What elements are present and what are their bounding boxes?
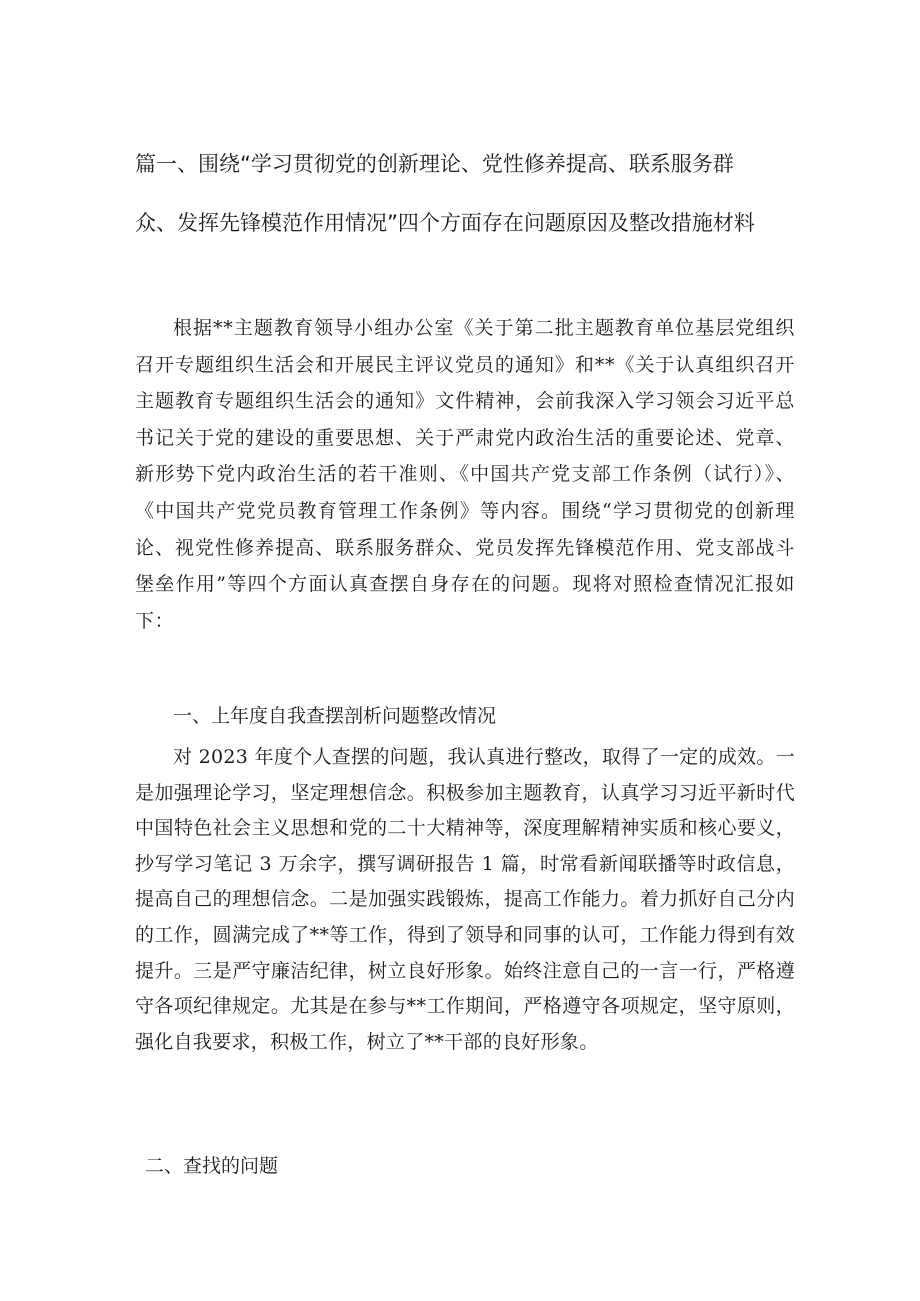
- intro-paragraph: 根据**主题教育领导小组办公室《关于第二批主题教育单位基层党组织召开专题组织生活会和开展民主评议党员的通知》和**《关于认真组织召开主题教育专题组织生活会的通知》文件精神，会前我深入学习领会习近平总书记关于党的建设的重要思想、关于严肃党内政治生活的重要论述、党章、新形势下党内政治生活的若干准则、《中国共产党支部工作条例（试行）》、《中国共产党党员教育管理工作条例》等内容。围绕“学习贯彻党的创新理论、视党性修养提高、联系服务群众、党员发挥先锋模范作用、党支部战斗堡垒作用”等四个方面认真查摆自身存在的问题。现将对照检查情况汇报如下：: [135, 317, 795, 632]
- section-1-heading: 一、上年度自我查摆剖析问题整改情况: [173, 705, 497, 727]
- section-1-paragraph: 对 2023 年度个人查摆的问题，我认真进行整改，取得了一定的成效。一是加强理论学习，坚定理想信念。积极参加主题教育，认真学习习近平新时代中国特色社会主义思想和党的二十大精神等，深度理解精神实质和核心要义，抄写学习笔记 3 万余字，撰写调研报告 1 篇，时常看新闻联播等时政信息，提高自己的理想信念。二是加强实践锻炼，提高工作能力。着力抓好自己分内的工作，圆满完成了**等工作，得到了领导和同事的认可，工作能力得到有效提升。三是严守廉洁纪律，树立良好形象。始终注意自己的一言一行，严格遵守各项纪律规定。尤其是在参与**工作期间，严格遵守各项规定，坚守原则，强化自我要求，积极工作，树立了**干部的良好形象。: [135, 746, 795, 1053]
- section-2-heading: 二、查找的问题: [145, 1155, 279, 1177]
- document-title-line-1: 篇一、围绕“学习贯彻党的创新理论、党性修养提高、联系服务群: [135, 152, 734, 176]
- document-title-line-2: 众、发挥先锋模范作用情况”四个方面存在问题原因及整改措施材料: [135, 211, 755, 235]
